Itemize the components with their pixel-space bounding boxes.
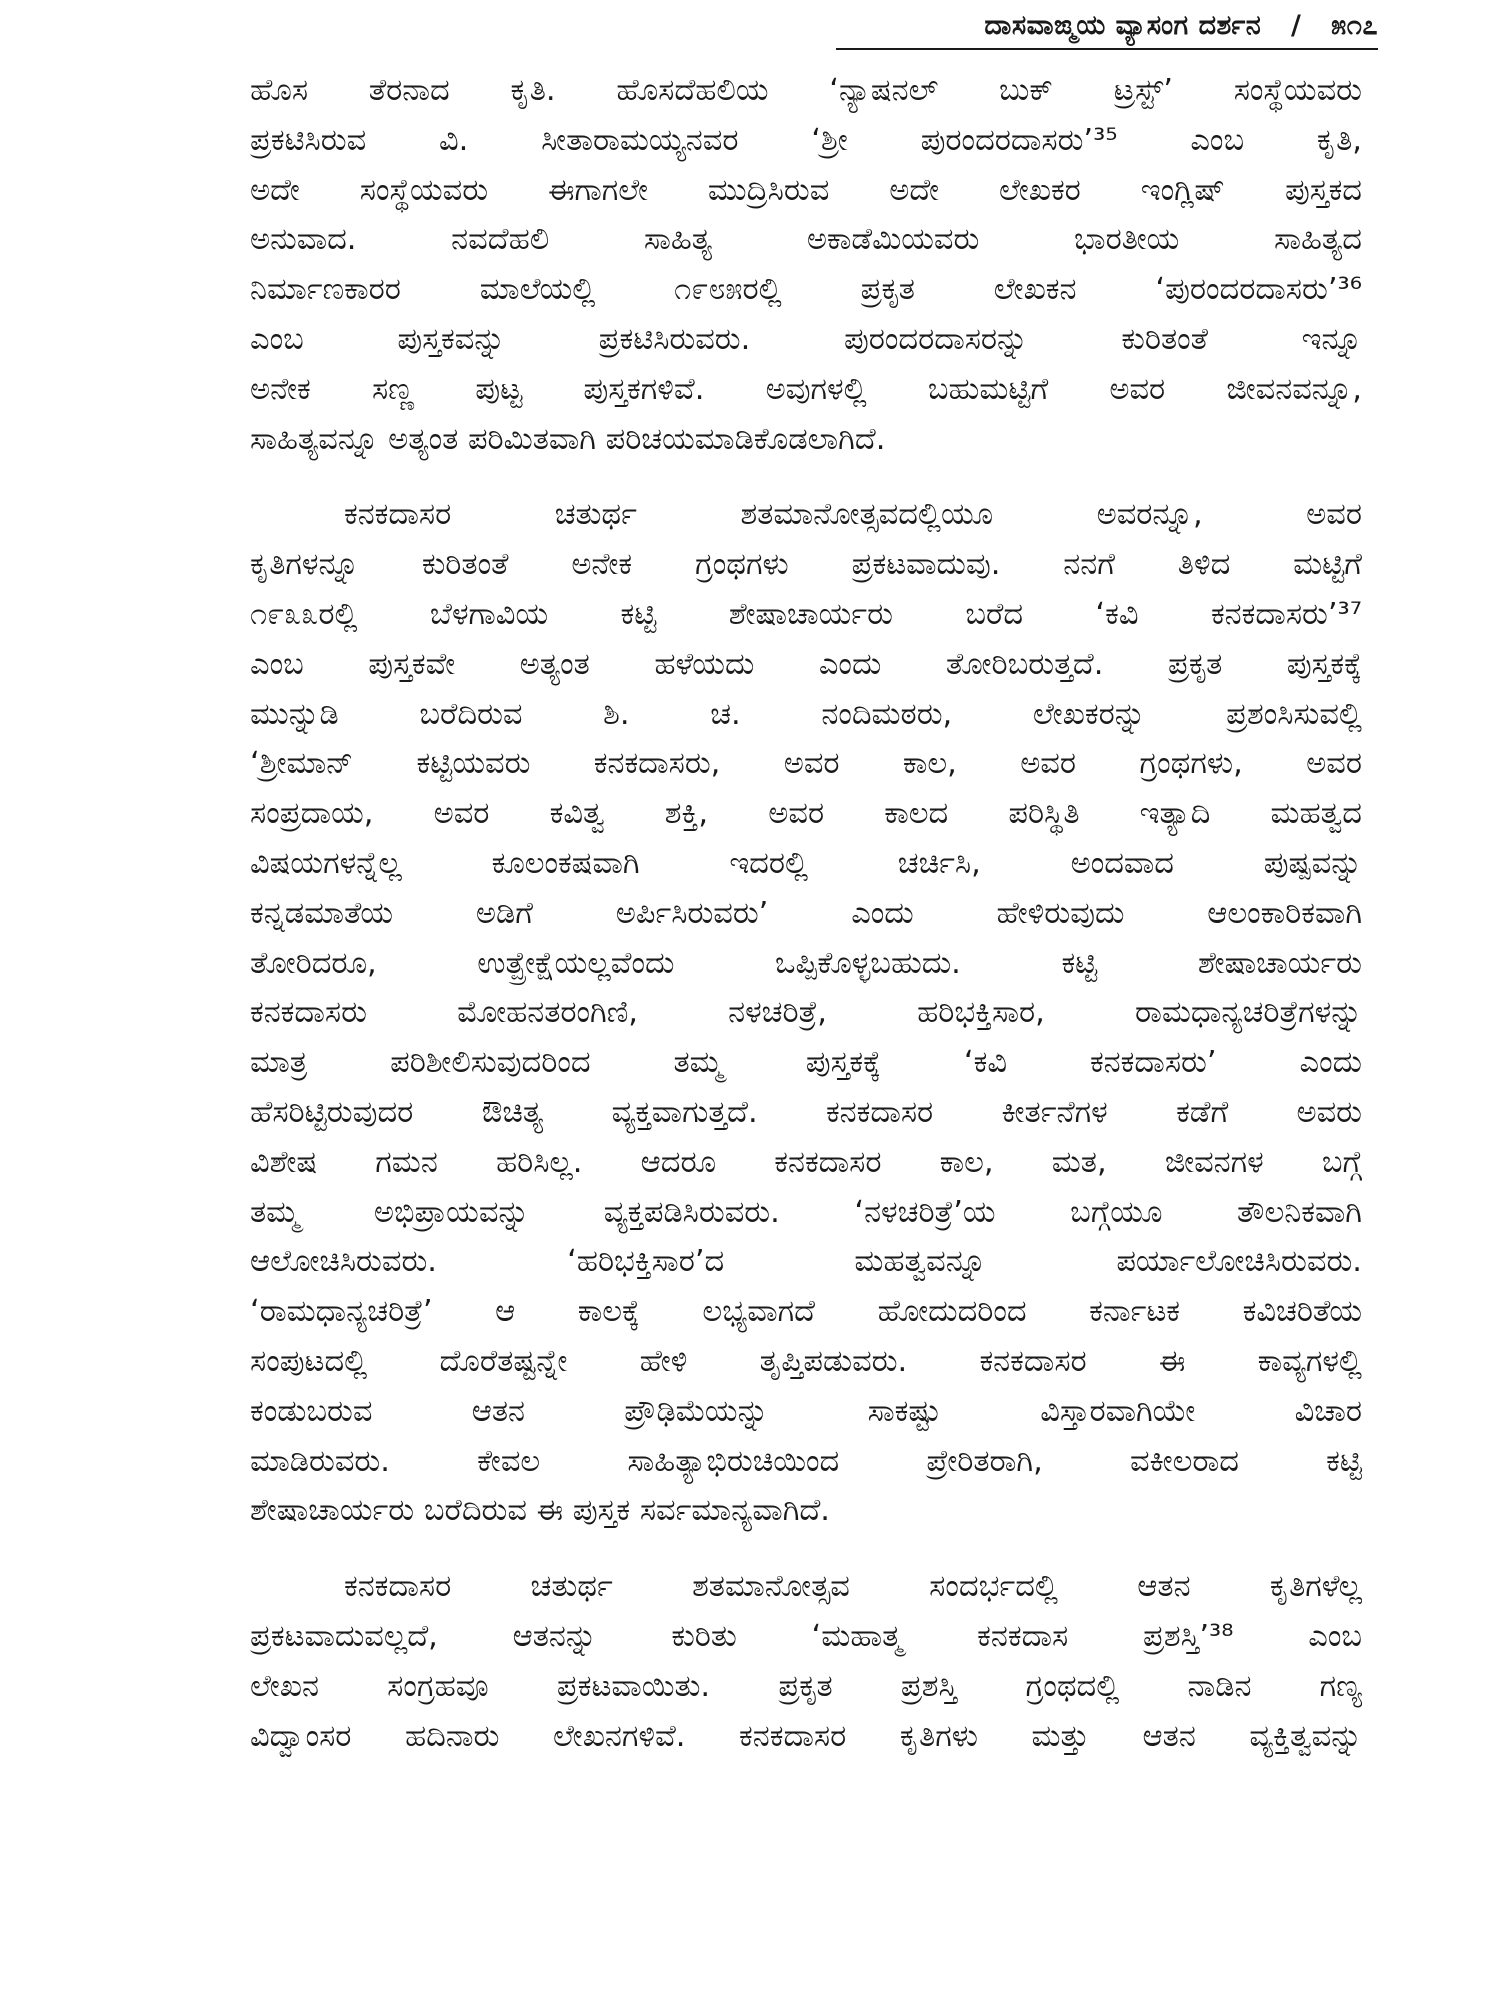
text-line: ಆಲೋಚಿಸಿರುವರು. ‘ಹರಿಭಕ್ತಿಸಾರ’ದ ಮಹತ್ವವನ್ನೂ ಪರ್ಯಾಲೋಚಿಸಿರುವರು. bbox=[250, 1244, 1362, 1280]
text-line: ಅನುವಾದ. ನವದೆಹಲಿ ಸಾಹಿತ್ಯ ಅಕಾಡೆಮಿಯವರು ಭಾರತೀಯ ಸಾಹಿತ್ಯದ bbox=[250, 222, 1362, 258]
text-line: ಶೇಷಾಚಾರ್ಯರು ಬರೆದಿರುವ ಈ ಪುಸ್ತಕ ಸರ್ವಮಾನ್ಯವಾಗಿದೆ. bbox=[250, 1493, 830, 1529]
text-line: ೧೯೩೩ರಲ್ಲಿ ಬೆಳಗಾವಿಯ ಕಟ್ಟಿ ಶೇಷಾಚಾರ್ಯರು ಬರೆದ ‘ಕವಿ ಕನಕದಾಸರು’³⁷ bbox=[250, 596, 1362, 632]
text-line: ಲೇಖನ ಸಂಗ್ರಹವೂ ಪ್ರಕಟವಾಯಿತು. ಪ್ರಕೃತ ಪ್ರಶಸ್ತಿ ಗ್ರಂಥದಲ್ಲಿ ನಾಡಿನ ಗಣ್ಯ bbox=[250, 1668, 1362, 1704]
text-line: ಅದೇ ಸಂಸ್ಥೆಯವರು ಈಗಾಗಲೇ ಮುದ್ರಿಸಿರುವ ಅದೇ ಲೇಖಕರ ಇಂಗ್ಲಿಷ್ ಪುಸ್ತಕದ bbox=[250, 172, 1362, 208]
page-number: ೫೧೭ bbox=[1331, 10, 1378, 41]
text-line: ಕೃತಿಗಳನ್ನೂ ಕುರಿತಂತೆ ಅನೇಕ ಗ್ರಂಥಗಳು ಪ್ರಕಟವಾದುವು. ನನಗೆ ತಿಳಿದ ಮಟ್ಟಿಗೆ bbox=[250, 547, 1362, 583]
paragraph-3 bbox=[250, 1562, 1362, 1761]
text-line: ತಮ್ಮ ಅಭಿಪ್ರಾಯವನ್ನು ವ್ಯಕ್ತಪಡಿಸಿರುವರು. ‘ನಳಚರಿತ್ರೆ’ಯ ಬಗ್ಗೆಯೂ ತೌಲನಿಕವಾಗಿ bbox=[250, 1194, 1362, 1230]
text-line: ಅನೇಕ ಸಣ್ಣ ಪುಟ್ಟ ಪುಸ್ತಕಗಳಿವೆ. ಅವುಗಳಲ್ಲಿ ಬಹುಮಟ್ಟಿಗೆ ಅವರ ಜೀವನವನ್ನೂ, bbox=[250, 371, 1362, 407]
paragraph-1 bbox=[250, 66, 1362, 464]
paragraph-gap bbox=[250, 1536, 1362, 1562]
text-line: ಪ್ರಕಟಿಸಿರುವ ವಿ. ಸೀತಾರಾಮಯ್ಯನವರ ‘ಶ್ರೀ ಪುರಂದರದಾಸರು’³⁵ ಎಂಬ ಕೃತಿ, bbox=[250, 122, 1362, 158]
text-line: ಎಂಬ ಪುಸ್ತಕವನ್ನು ಪ್ರಕಟಿಸಿರುವರು. ಪುರಂದರದಾಸರನ್ನು ಕುರಿತಂತೆ ಇನ್ನೂ bbox=[250, 321, 1362, 357]
text-line: ವಿಷಯಗಳನ್ನೆಲ್ಲ ಕೂಲಂಕಷವಾಗಿ ಇದರಲ್ಲಿ ಚರ್ಚಿಸಿ, ಅಂದವಾದ ಪುಷ್ಪವನ್ನು bbox=[250, 845, 1362, 881]
text-line: ಹೆಸರಿಟ್ಟಿರುವುದರ ಔಚಿತ್ಯ ವ್ಯಕ್ತವಾಗುತ್ತದೆ. ಕನಕದಾಸರ ಕೀರ್ತನೆಗಳ ಕಡೆಗೆ ಅವರು bbox=[250, 1094, 1362, 1130]
text-line: ಕನ್ನಡಮಾತೆಯ ಅಡಿಗೆ ಅರ್ಪಿಸಿರುವರು’ ಎಂದು ಹೇಳಿರುವುದು ಆಲಂಕಾರಿಕವಾಗಿ bbox=[250, 895, 1362, 931]
text-line: ಕನಕದಾಸರ ಚತುರ್ಥ ಶತಮಾನೋತ್ಸವದಲ್ಲಿಯೂ ಅವರನ್ನೂ, ಅವರ bbox=[344, 497, 1362, 533]
text-line: ಸಾಹಿತ್ಯವನ್ನೂ ಅತ್ಯಂತ ಪರಿಮಿತವಾಗಿ ಪರಿಚಯಮಾಡಿಕೊಡಲಾಗಿದೆ. bbox=[250, 421, 886, 457]
text-line: ನಿರ್ಮಾಣಕಾರರ ಮಾಲೆಯಲ್ಲಿ ೧೯೮೫ರಲ್ಲಿ ಪ್ರಕೃತ ಲೇಖಕನ ‘ಪುರಂದರದಾಸರು’³⁶ bbox=[250, 272, 1362, 308]
text-line: ವಿದ್ವಾಂಸರ ಹದಿನಾರು ಲೇಖನಗಳಿವೆ. ಕನಕದಾಸರ ಕೃತಿಗಳು ಮತ್ತು ಆತನ ವ್ಯಕ್ತಿತ್ವವನ್ನು bbox=[250, 1718, 1362, 1754]
text-line: ‘ಶ್ರೀಮಾನ್ ಕಟ್ಟಿಯವರು ಕನಕದಾಸರು, ಅವರ ಕಾಲ, ಅವರ ಗ್ರಂಥಗಳು, ಅವರ bbox=[250, 746, 1362, 782]
text-line: ಕಂಡುಬರುವ ಆತನ ಪ್ರೌಢಿಮೆಯನ್ನು ಸಾಕಷ್ಟು ವಿಸ್ತಾರವಾಗಿಯೇ ವಿಚಾರ bbox=[250, 1393, 1362, 1429]
paragraph-gap bbox=[250, 464, 1362, 490]
text-line: ವಿಶೇಷ ಗಮನ ಹರಿಸಿಲ್ಲ. ಆದರೂ ಕನಕದಾಸರ ಕಾಲ, ಮತ, ಜೀವನಗಳ ಬಗ್ಗೆ bbox=[250, 1144, 1362, 1180]
text-line: ಕನಕದಾಸರು ಮೋಹನತರಂಗಿಣಿ, ನಳಚರಿತ್ರೆ, ಹರಿಭಕ್ತಿಸಾರ, ರಾಮಧಾನ್ಯಚರಿತ್ರೆಗಳನ್ನು bbox=[250, 995, 1362, 1031]
text-line: ‘ರಾಮಧಾನ್ಯಚರಿತ್ರೆ’ ಆ ಕಾಲಕ್ಕೆ ಲಭ್ಯವಾಗದೆ ಹೋದುದರಿಂದ ಕರ್ನಾಟಕ ಕವಿಚರಿತೆಯ bbox=[250, 1294, 1362, 1330]
text-line: ತೋರಿದರೂ, ಉತ್ಪ್ರೇಕ್ಷೆಯಲ್ಲವೆಂದು ಒಪ್ಪಿಕೊಳ್ಳಬಹುದು. ಕಟ್ಟಿ ಶೇಷಾಚಾರ್ಯರು bbox=[250, 945, 1362, 981]
paragraph-2 bbox=[250, 490, 1362, 1536]
text-line: ಕನಕದಾಸರ ಚತುರ್ಥ ಶತಮಾನೋತ್ಸವ ಸಂದರ್ಭದಲ್ಲಿ ಆತನ ಕೃತಿಗಳೆಲ್ಲ bbox=[344, 1569, 1362, 1605]
header-separator: / bbox=[1291, 10, 1302, 41]
running-header bbox=[0, 0, 1500, 56]
book-title: ದಾಸವಾಙ್ಮಯ ವ್ಯಾಸಂಗ ದರ್ಶನ bbox=[984, 10, 1262, 41]
page-body bbox=[250, 66, 1362, 1761]
text-line: ಮಾಡಿರುವರು. ಕೇವಲ ಸಾಹಿತ್ಯಾಭಿರುಚಿಯಿಂದ ಪ್ರೇರಿತರಾಗಿ, ವಕೀಲರಾದ ಕಟ್ಟಿ bbox=[250, 1443, 1362, 1479]
text-line: ಎಂಬ ಪುಸ್ತಕವೇ ಅತ್ಯಂತ ಹಳೆಯದು ಎಂದು ತೋರಿಬರುತ್ತದೆ. ಪ್ರಕೃತ ಪುಸ್ತಕಕ್ಕೆ bbox=[250, 646, 1362, 682]
header-rule bbox=[836, 48, 1378, 50]
text-line: ಪ್ರಕಟವಾದುವಲ್ಲದೆ, ಆತನನ್ನು ಕುರಿತು ‘ಮಹಾತ್ಮ ಕನಕದಾಸ ಪ್ರಶಸ್ತಿ’³⁸ ಎಂಬ bbox=[250, 1618, 1362, 1654]
text-line: ಮಾತ್ರ ಪರಿಶೀಲಿಸುವುದರಿಂದ ತಮ್ಮ ಪುಸ್ತಕಕ್ಕೆ ‘ಕವಿ ಕನಕದಾಸರು’ ಎಂದು bbox=[250, 1045, 1362, 1081]
text-line: ಹೊಸ ತೆರನಾದ ಕೃತಿ. ಹೊಸದೆಹಲಿಯ ‘ನ್ಯಾಷನಲ್ ಬುಕ್ ಟ್ರಸ್ಟ್’ ಸಂಸ್ಥೆಯವರು bbox=[250, 73, 1362, 108]
text-line: ಸಂಪ್ರದಾಯ, ಅವರ ಕವಿತ್ವ ಶಕ್ತಿ, ಅವರ ಕಾಲದ ಪರಿಸ್ಥಿತಿ ಇತ್ಯಾದಿ ಮಹತ್ವದ bbox=[250, 796, 1362, 832]
header-text bbox=[984, 10, 1378, 42]
text-line: ಸಂಪುಟದಲ್ಲಿ ದೊರೆತಷ್ಟನ್ನೇ ಹೇಳಿ ತೃಪ್ತಿಪಡುವರು. ಕನಕದಾಸರ ಈ ಕಾವ್ಯಗಳಲ್ಲಿ bbox=[250, 1343, 1362, 1379]
text-line: ಮುನ್ನುಡಿ ಬರೆದಿರುವ ಶಿ. ಚ. ನಂದಿಮಠರು, ಲೇಖಕರನ್ನು ಪ್ರಶಂಸಿಸುವಲ್ಲಿ bbox=[250, 696, 1362, 732]
